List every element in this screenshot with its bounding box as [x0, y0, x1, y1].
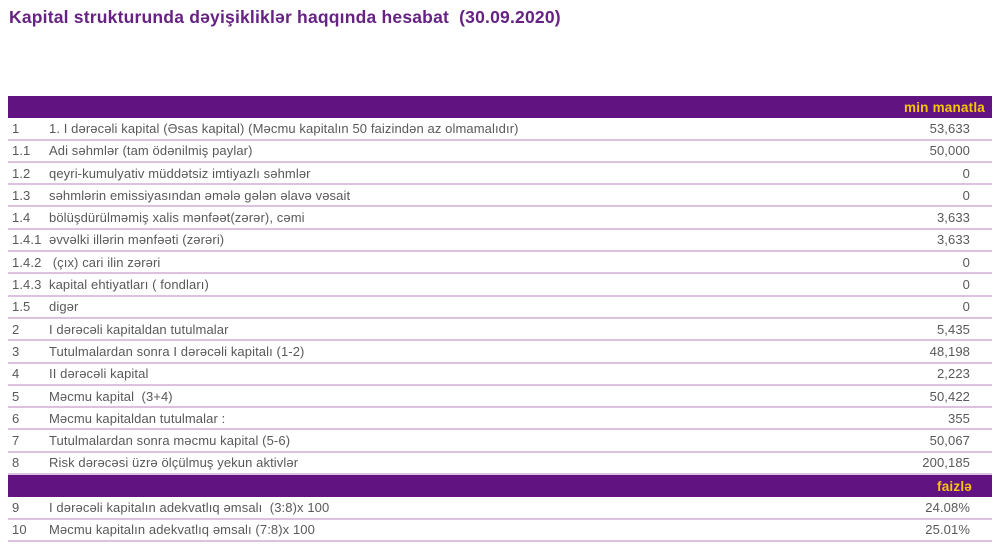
row-number: 1.4.2	[12, 254, 42, 270]
table-row	[8, 386, 992, 408]
row-label: (çıx) cari ilin zərəri	[49, 254, 161, 270]
row-value: 25.01%	[925, 522, 970, 538]
row-number: 4	[12, 366, 20, 382]
capital-structure-table	[8, 96, 992, 542]
row-number: 6	[12, 410, 20, 426]
row-value: 3,633	[936, 210, 970, 226]
row-value: 50,422	[929, 388, 970, 404]
table-row	[8, 163, 992, 185]
row-value: 355	[948, 410, 970, 426]
table-row	[8, 408, 992, 430]
rows-manat-section	[8, 118, 992, 475]
row-value: 2,223	[936, 366, 970, 382]
row-label: Məcmu kapitaldan tutulmalar :	[49, 410, 226, 426]
row-label: əvvəlki illərin mənfəəti (zərəri)	[49, 232, 225, 248]
table-row	[8, 453, 992, 475]
row-number: 7	[12, 433, 20, 449]
row-label: bölüşdürülməmiş xalis mənfəət(zərər), cəmi	[49, 210, 305, 226]
row-number: 1.3	[12, 187, 31, 203]
unit-label-manat: min manatla	[904, 99, 985, 115]
table-row	[8, 430, 992, 452]
table-row	[8, 252, 992, 274]
row-number: 1.4.1	[12, 232, 42, 248]
row-value: 0	[962, 299, 970, 315]
row-value: 48,198	[929, 343, 970, 359]
row-number: 1.4	[12, 210, 31, 226]
row-label: Risk dərəcəsi üzrə ölçülmuş yekun aktivlər	[49, 455, 299, 471]
row-label: səhmlərin emissiyasından əmələ gələn əlavə vəsait	[49, 187, 351, 203]
table-row	[8, 230, 992, 252]
rows-percent-section	[8, 497, 992, 542]
table-row	[8, 297, 992, 319]
unit-band-manat	[8, 96, 992, 118]
row-number: 9	[12, 499, 20, 515]
row-value: 200,185	[922, 455, 970, 471]
row-label: II dərəcəli kapital	[49, 366, 149, 382]
table-row	[8, 185, 992, 207]
row-number: 10	[12, 522, 27, 538]
row-value: 0	[962, 277, 970, 293]
row-value: 3,633	[936, 232, 970, 248]
row-value: 53,633	[929, 120, 970, 136]
row-value: 0	[962, 165, 970, 181]
row-value: 24.08%	[925, 499, 970, 515]
row-value: 0	[962, 187, 970, 203]
row-label: Məcmu kapitalın adekvatlıq əmsalı (7:8)x 100	[49, 522, 315, 538]
row-number: 1.2	[12, 165, 31, 181]
table-row	[8, 207, 992, 229]
row-number: 3	[12, 343, 20, 359]
row-value: 50,067	[929, 433, 970, 449]
row-label: I dərəcəli kapitalın adekvatlıq əmsalı (3:8)x 100	[49, 499, 330, 515]
row-label: kapital ehtiyatları ( fondları)	[49, 277, 209, 293]
table-row	[8, 364, 992, 386]
row-number: 1.5	[12, 299, 31, 315]
row-number: 1	[12, 120, 20, 136]
row-label: digər	[49, 299, 79, 315]
table-row	[8, 141, 992, 163]
table-row	[8, 274, 992, 296]
table-row	[8, 319, 992, 341]
row-label: qeyri-kumulyativ müddətsiz imtiyazlı səhmlər	[49, 165, 311, 181]
row-label: Adi səhmlər (tam ödənilmiş paylar)	[49, 143, 253, 159]
unit-label-percent: faizlə	[937, 478, 972, 494]
row-label: I dərəcəli kapitaldan tutulmalar	[49, 321, 229, 337]
row-label: Məcmu kapital (3+4)	[49, 388, 173, 404]
row-number: 1.1	[12, 143, 31, 159]
row-number: 8	[12, 455, 20, 471]
table-row	[8, 520, 992, 542]
row-label: 1. I dərəcəli kapital (Əsas kapital) (Məcmu kapitalın 50 faizindən az olmamalıdır)	[49, 120, 519, 136]
row-number: 1.4.3	[12, 277, 42, 293]
page-title: Kapital strukturunda dəyişikliklər haqqında hesabat (30.09.2020)	[9, 7, 561, 27]
row-value: 0	[962, 254, 970, 270]
table-row	[8, 118, 992, 140]
row-number: 5	[12, 388, 20, 404]
table-row	[8, 341, 992, 363]
unit-band-percent	[8, 475, 992, 497]
row-label: Tutulmalardan sonra məcmu kapital (5-6)	[49, 433, 291, 449]
row-number: 2	[12, 321, 20, 337]
row-label: Tutulmalardan sonra I dərəcəli kapitalı (1-2)	[49, 343, 305, 359]
table-row	[8, 497, 992, 519]
row-value: 5,435	[936, 321, 970, 337]
row-value: 50,000	[929, 143, 970, 159]
